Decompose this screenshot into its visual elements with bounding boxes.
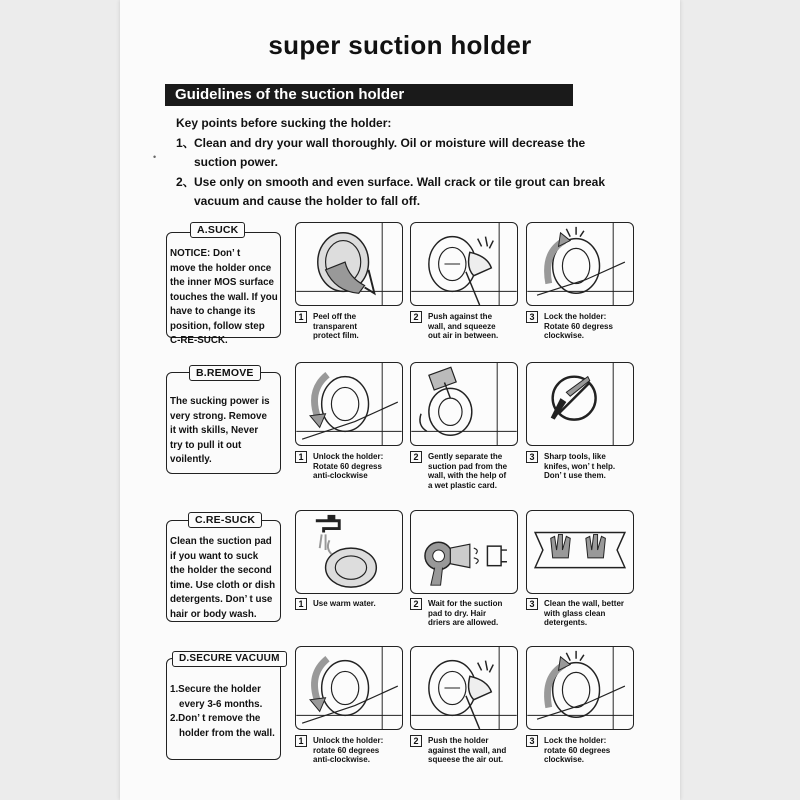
faucet-icon xyxy=(296,511,402,593)
unlock-anticlockwise-icon xyxy=(296,647,402,729)
key-points-heading: Key points before sucking the holder: xyxy=(176,116,392,130)
step-d2-panel xyxy=(410,646,518,730)
lock-clockwise-icon xyxy=(527,647,633,729)
plastic-card-icon xyxy=(411,363,517,445)
step-d1-panel xyxy=(295,646,403,730)
no-knife-icon xyxy=(527,363,633,445)
step-c2-caption: 2 Wait for the suction pad to dry. Hair driers are allowed. xyxy=(410,598,522,628)
push-wall-icon xyxy=(411,223,517,305)
step-a3-panel xyxy=(526,222,634,306)
step-a1-panel xyxy=(295,222,403,306)
step-b3-caption: 3 Sharp tools, like knifes, won’ t help. Don’ t use them. xyxy=(526,451,638,481)
clean-hands-icon xyxy=(527,511,633,593)
push-wall-icon xyxy=(411,647,517,729)
section-b-label: B.REMOVE xyxy=(189,365,261,381)
lock-clockwise-icon xyxy=(527,223,633,305)
step-c2-panel xyxy=(410,510,518,594)
section-a-text: NOTICE: Don’ t move the holder once the inner MOS surface touches the wall. If you have to change its position, follow step C-RE-SUCK. xyxy=(166,232,281,338)
step-c1-caption: 1 Use warm water. xyxy=(295,598,407,609)
step-b1-caption: 1 Unlock the holder: Rotate 60 degress anti-clockwise xyxy=(295,451,407,481)
unlock-anticlockwise-icon xyxy=(296,363,402,445)
section-c-label: C.RE-SUCK xyxy=(188,512,262,528)
section-d-text: 1.Secure the holder every 3-6 months. 2.Don’ t remove the holder from the wall. xyxy=(166,658,281,760)
guidelines-banner: Guidelines of the suction holder xyxy=(165,84,573,106)
step-c3-caption: 3 Clean the wall, better with glass clean detergents. xyxy=(526,598,638,628)
step-c1-panel xyxy=(295,510,403,594)
key-points xyxy=(176,114,616,212)
step-d2-caption: 2 Push the holder against the wall, and squeese the air out. xyxy=(410,735,522,765)
key-point-item: 2、 Use only on smooth and even surface. Wall crack or tile grout can break vacuum and cause the holder to fall off. xyxy=(176,174,606,208)
step-b2-caption: 2 Gently separate the suction pad from the wall, with the help of a wet plastic card. xyxy=(410,451,522,490)
step-b1-panel xyxy=(295,362,403,446)
step-a1-caption: 1 Peel off the transparent protect film. xyxy=(295,311,407,341)
hair-dryer-icon xyxy=(411,511,517,593)
section-a-label: A.SUCK xyxy=(190,222,245,238)
step-a2-caption: 2 Push against the wall, and squeeze out air in between. xyxy=(410,311,522,341)
step-d3-panel xyxy=(526,646,634,730)
page-title: super suction holder xyxy=(268,30,532,60)
section-b-text: The sucking power is very strong. Remove it with skills, Never try to pull it out voilently. xyxy=(166,372,281,474)
step-b2-panel xyxy=(410,362,518,446)
step-d1-caption: 1 Unlock the holder: rotate 60 degrees anti-clockwise. xyxy=(295,735,407,765)
section-c-text: Clean the suction pad if you want to suck the holder the second time. Use cloth or dish detergents. Don’ t use hair or body wash. xyxy=(166,520,281,622)
section-d-label: D.SECURE VACUUM xyxy=(172,651,287,667)
step-d3-caption: 3 Lock the holder: rotate 60 degrees clockwise. xyxy=(526,735,638,765)
peel-film-icon xyxy=(296,223,402,305)
step-a2-panel xyxy=(410,222,518,306)
step-c3-panel xyxy=(526,510,634,594)
key-point-item: 1、 Clean and dry your wall thoroughly. Oil or moisture will decrease the suction power. xyxy=(176,135,586,169)
step-a3-caption: 3 Lock the holder: Rotate 60 degress clockwise. xyxy=(526,311,638,341)
step-b3-panel xyxy=(526,362,634,446)
